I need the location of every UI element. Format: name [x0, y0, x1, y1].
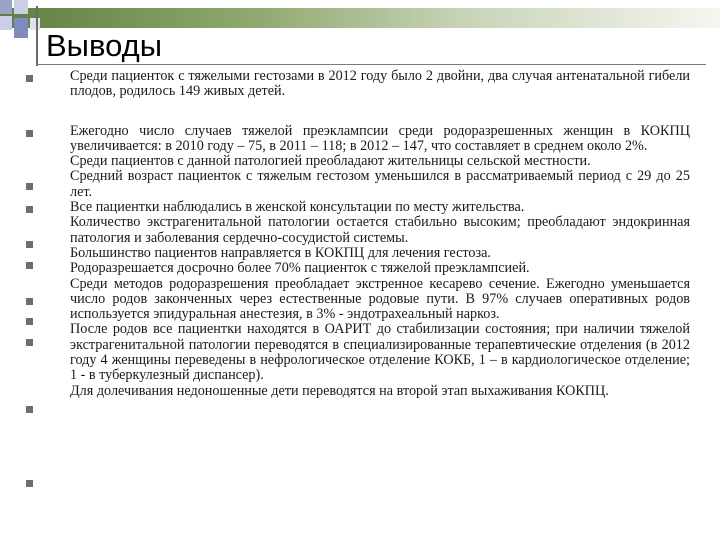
- list-item: Родоразрешается досрочно более 70% пациенток с тяжелой преэклампсией.: [70, 260, 530, 277]
- list-item: Ежегодно число случаев тяжелой преэклампсии среди родоразрешенных женщин в КОКПЦ увеличивается: в 2010 году – 75, в 2011 – 118; в 2012 – 147, что составляет в среднем около 2%.: [70, 122, 690, 154]
- bullet-marker: [26, 75, 33, 82]
- conclusions-list: [70, 69, 690, 399]
- bullet-marker: [26, 339, 33, 346]
- bullet-marker: [26, 241, 33, 248]
- list-item: Количество экстрагенитальной патологии остается стабильно высоким; преобладают эндокринная патология и заболевания сердечно-сосудистой системы.: [70, 214, 690, 246]
- bullet-marker: [26, 206, 33, 213]
- bullet-marker: [26, 406, 33, 413]
- slide-title: Выводы: [46, 28, 163, 63]
- bullet-marker: [26, 480, 33, 487]
- bullet-marker: [26, 298, 33, 305]
- bullet-marker: [26, 130, 33, 137]
- list-item: Большинство пациентов направляется в КОКПЦ для лечения гестоза.: [70, 244, 491, 261]
- list-item: Среди методов родоразрешения преобладает экстренное кесарево сечение. Ежегодно уменьшается число родов законченных через естественные родовые пути. В 97% случаев оперативных родов используется эпидуральная анестезия, в 3% - эндотрахеальный наркоз.: [70, 275, 690, 323]
- list-item: После родов все пациентки находятся в ОАРИТ до стабилизации состояния; при наличии тяжелой экстрагенитальной патологии переводятся в специализированные терапевтические отделения (в 2012 году 4 женщины переведены в нефрологическое отделение КОКБ, 1 – в кардиологическое отделение; 1 - в туберкулезный диспансер).: [70, 321, 690, 384]
- item-spacer: [70, 100, 690, 124]
- list-item: Среди пациентов с данной патологией преобладают жительницы сельской местности.: [70, 153, 591, 170]
- list-item: Среди пациенток с тяжелыми гестозами в 2012 году было 2 двойни, два случая антенатальной гибели плодов, родилось 149 живых детей.: [70, 68, 690, 100]
- bullet-marker: [26, 262, 33, 269]
- list-item: Все пациентки наблюдались в женской консультации по месту жительства.: [70, 199, 525, 216]
- list-item: Средний возраст пациенток с тяжелым гестозом уменьшился в рассматриваемый период с 29 до 25 лет.: [70, 168, 690, 200]
- list-item: Для долечивания недоношенные дети переводятся на второй этап выхаживания КОКПЦ.: [70, 382, 609, 399]
- bullet-marker: [26, 183, 33, 190]
- bullet-marker: [26, 318, 33, 325]
